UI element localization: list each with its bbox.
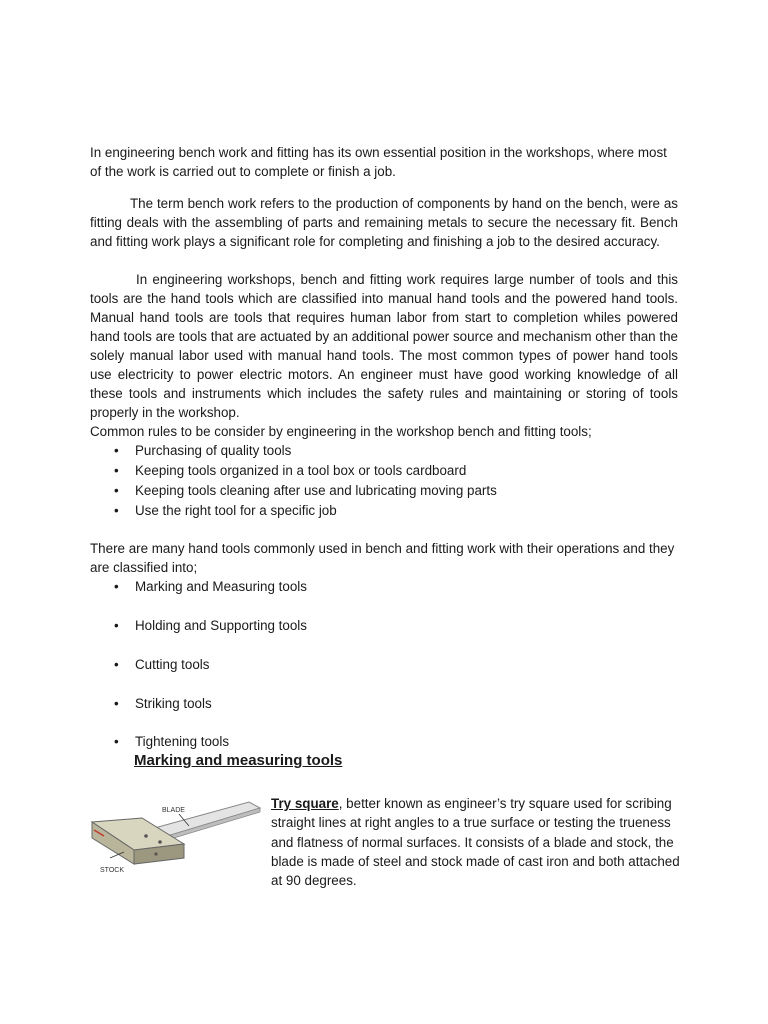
rules-intro: Common rules to be consider by engineering in the workshop bench and fitting tools; <box>90 424 592 439</box>
bullet-icon: • <box>114 483 119 498</box>
blade-label: BLADE <box>162 807 185 814</box>
bench-work-definition-paragraph: The term bench work refers to the production of components by hand on the bench, were as fitting deals with the assembling of parts and remaining metals to secure the necessary fit. Bench and fitting work plays a significant role for completing and finishing a job to the desired accuracy. <box>90 196 678 249</box>
rule-text: Purchasing of quality tools <box>135 443 292 458</box>
rule-bullet <box>114 501 337 520</box>
rivet-icon <box>154 852 157 855</box>
tool-type-bullet <box>114 655 209 674</box>
tool-type-bullet <box>114 577 307 596</box>
bullet-icon: • <box>114 657 119 672</box>
bullet-icon: • <box>114 579 119 594</box>
bullet-icon: • <box>114 503 119 518</box>
bullet-icon: • <box>114 443 119 458</box>
tool-type-text: Tightening tools <box>135 734 230 749</box>
tool-type-bullet <box>114 732 229 751</box>
rule-bullet <box>114 461 466 480</box>
tool-type-text: Striking tools <box>135 696 212 711</box>
tool-type-bullet <box>114 616 307 635</box>
rivet-icon <box>158 840 162 844</box>
try-square-illustration <box>84 792 264 878</box>
stock-label: STOCK <box>100 867 124 874</box>
bullet-icon: • <box>114 463 119 478</box>
try-square-description: , better known as engineer’s try square used for scribing straight lines at right angles to a true surface or testing the trueness and flatness of normal surfaces. It consists of a blade and stock, the blade is made of steel and stock made of cast iron and both attached at 90 degrees. <box>271 796 680 889</box>
tool-type-text: Holding and Supporting tools <box>135 618 307 633</box>
rule-bullet <box>114 441 291 460</box>
bullet-icon: • <box>114 734 119 749</box>
section-heading: Marking and measuring tools <box>134 752 343 769</box>
tool-type-text: Cutting tools <box>135 657 210 672</box>
rule-text: Keeping tools cleaning after use and lubricating moving parts <box>135 483 497 498</box>
bullet-icon: • <box>114 618 119 633</box>
tool-type-bullet <box>114 694 212 713</box>
rule-bullet <box>114 481 497 500</box>
try-square-term: Try square <box>271 796 339 811</box>
intro-paragraph: In engineering bench work and fitting has its own essential position in the workshops, where most of the work is carried out to complete or finish a job. <box>90 145 667 179</box>
tool-types-intro: There are many hand tools commonly used in bench and fitting work with their operations and they are classified into; <box>90 541 675 575</box>
rule-text: Keeping tools organized in a tool box or tools cardboard <box>135 463 467 478</box>
try-square-paragraph <box>271 794 681 890</box>
tool-type-text: Marking and Measuring tools <box>135 579 307 594</box>
hand-tools-paragraph: In engineering workshops, bench and fitting work requires large number of tools and this tools are the hand tools which are classified into manual hand tools and the powered hand tools. Manual hand tools are tools that requires human labor from start to completion whiles powered hand tools are tools that are actuated by an additional power source and mechanism other than the solely manual labor used with manual hand tools. The most common types of power hand tools use electricity to power electric motors. An engineer must have good working knowledge of all these tools and instruments which includes the safety rules and maintaining or storing of tools properly in the workshop. <box>90 272 678 420</box>
rule-text: Use the right tool for a specific job <box>135 503 337 518</box>
bullet-icon: • <box>114 696 119 711</box>
rivet-icon <box>144 834 148 838</box>
